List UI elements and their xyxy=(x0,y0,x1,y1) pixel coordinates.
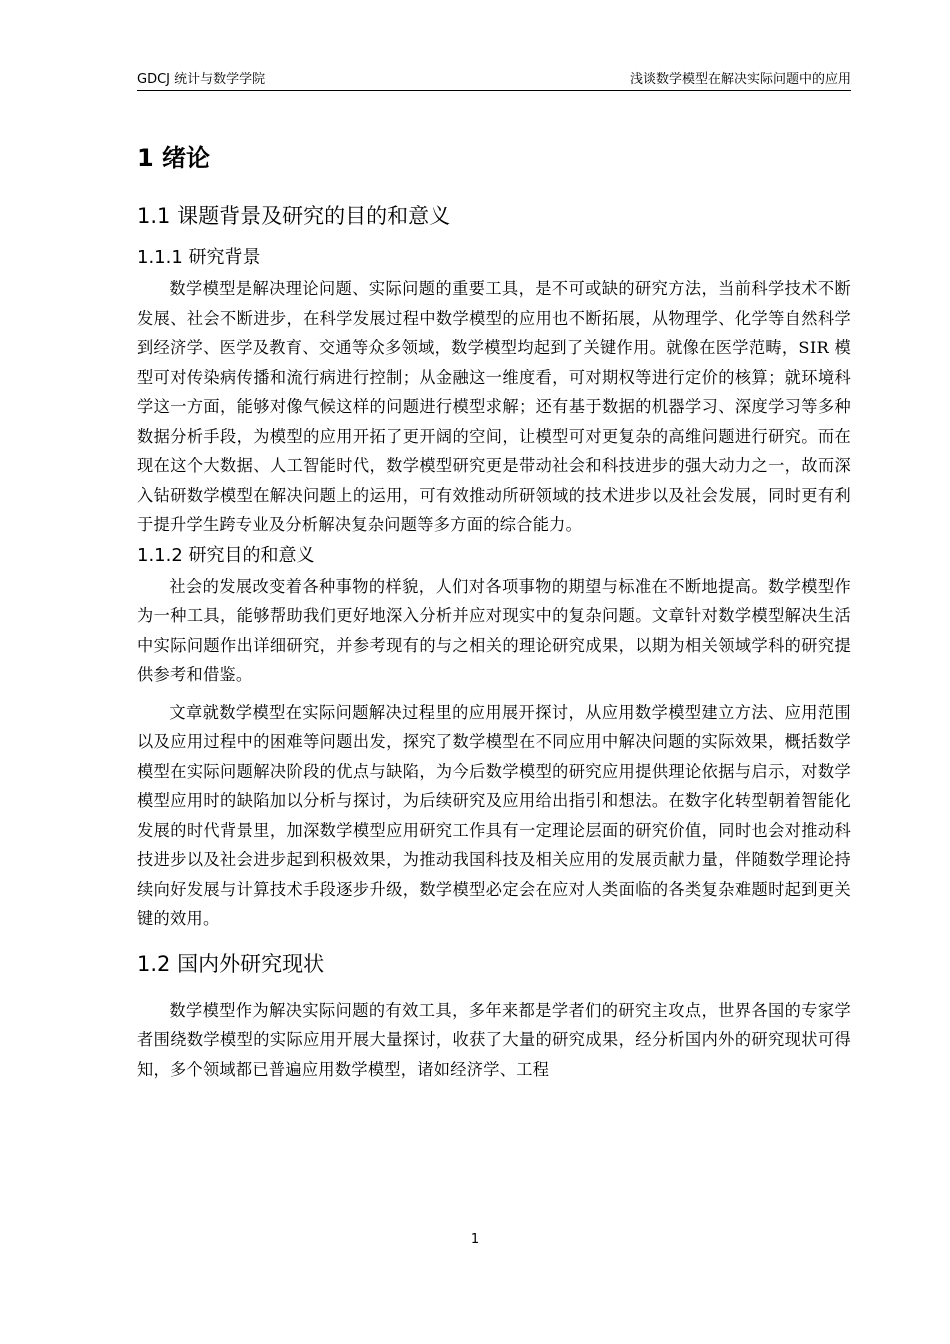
paragraph: 文章就数学模型在实际问题解决过程里的应用展开探讨，从应用数学模型建立方法、应用范围以及应用过程中的困难等问题出发，探究了数学模型在不同应用中解决问题的实际效果，概括数学模型在实际问题解决阶段的优点与缺陷，为今后数学模型的研究应用提供理论依据与启示，对数学模型应用时的缺陷加以分析与探讨，为后续研究及应用给出指引和想法。在数字化转型朝着智能化发展的时代背景里，加深数学模型应用研究工作具有一定理论层面的研究价值，同时也会对推动科技进步以及社会进步起到积极效果，为推动我国科技及相关应用的发展贡献力量，伴随数学理论持续向好发展与计算技术手段逐步升级，数学模型必定会在应对人类面临的各类复杂难题时起到更关键的效用。 xyxy=(137,702,851,928)
chapter-title: 1 绪论 xyxy=(137,144,211,172)
subsection-1-1-1-title: 1.1.1 研究背景 xyxy=(137,247,261,268)
page-number: 1 xyxy=(470,1232,480,1247)
header-left-text: GDCJ 统计与数学学院 xyxy=(137,72,266,87)
page-header xyxy=(137,66,851,91)
header-right-text: 浅谈数学模型在解决实际问题中的应用 xyxy=(629,72,851,87)
subsection-1-1-2-title: 1.1.2 研究目的和意义 xyxy=(137,544,315,566)
paragraph: 数学模型是解决理论问题、实际问题的重要工具，是不可或缺的研究方法，当前科学技术不断发展、社会不断进步，在科学发展过程中数学模型的应用也不断拓展，从物理学、化学等自然科学到经济学、医学及教育、交通等众多领域，数学模型均起到了关键作用。就像在医学范畴，SIR 模型可对传染病传播和流行病进行控制；从金融这一维度看，可对期权等进行定价的核算；就环境科学这一方面，能够对像气候这样的问题进行模型求解；还有基于数据的机器学习、深度学习等多种数据分析手段，为模型的应用开拓了更开阔的空间，让模型可对更复杂的高维问题进行研究。而在现在这个大数据、人工智能时代，数学模型研究更是带动社会和科技进步的强大动力之一，故而深入钻研数学模型在解决问题上的运用，可有效推动所研领域的技术进步以及社会发展，同时更有利于提升学生跨专业及分析解决复杂问题等多方面的综合能力。 xyxy=(137,279,851,534)
paragraph: 数学模型作为解决实际问题的有效工具，多年来都是学者们的研究主攻点，世界各国的专家学者围绕数学模型的实际应用开展大量探讨，收获了大量的研究成果，经分析国内外的研究现状可得知，多个领域都已普遍应用数学模型，诸如经济学、工程 xyxy=(137,1000,851,1079)
paragraph: 社会的发展改变着各种事物的样貌，人们对各项事物的期望与标准在不断地提高。数学模型作为一种工具，能够帮助我们更好地深入分析并应对现实中的复杂问题。文章针对数学模型解决生活中实际问题作出详细研究，并参考现有的与之相关的理论研究成果，以期为相关领域学科的研究提供参考和借鉴。 xyxy=(137,576,851,684)
document-body xyxy=(137,140,851,1084)
section-1-2-title: 1.2 国内外研究现状 xyxy=(137,951,325,976)
section-1-1-title: 1.1 课题背景及研究的目的和意义 xyxy=(137,204,451,228)
